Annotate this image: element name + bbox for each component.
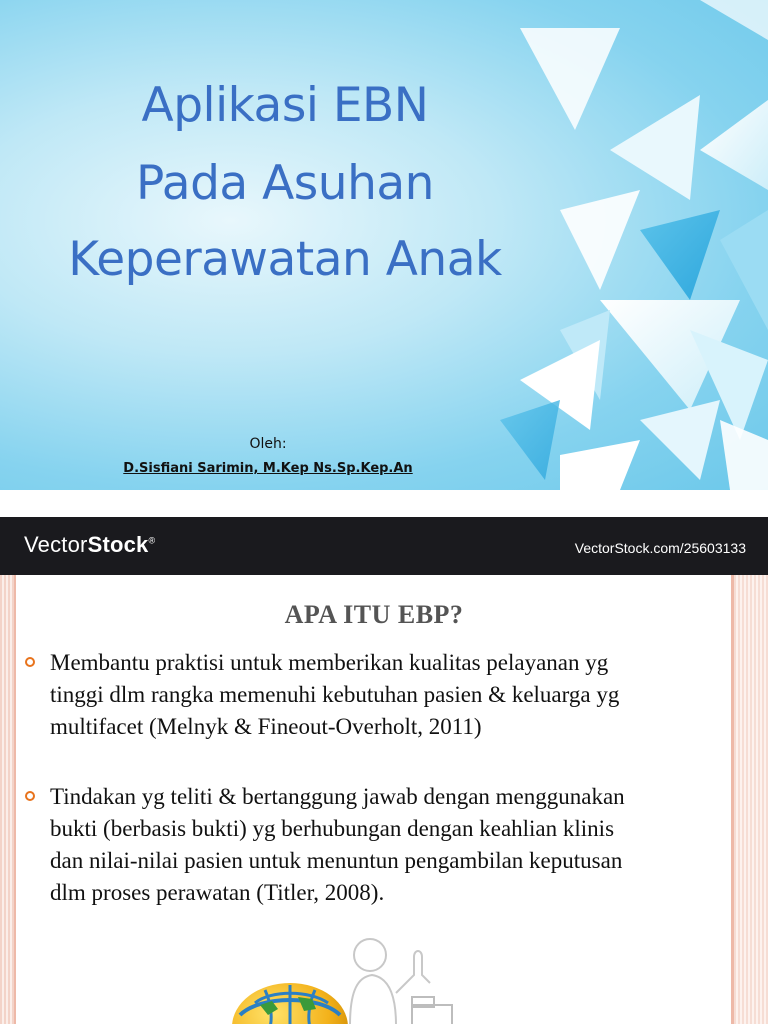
watermark-bar	[0, 517, 768, 575]
bullet-item	[50, 781, 730, 909]
slide-title-line-2: Pada Asuhan	[136, 156, 434, 211]
title-slide	[0, 0, 768, 490]
bullet-line: dan nilai-nilai pasien untuk menuntun pengambilan keputusan	[50, 848, 623, 873]
bullet-ring-icon	[25, 657, 35, 667]
bullet-item	[50, 647, 730, 743]
vectorstock-logo	[24, 532, 155, 558]
watermark-url: VectorStock.com/25603133	[574, 540, 746, 556]
globe-person-clipart-icon	[200, 935, 460, 1024]
logo-text-light: Vector	[24, 532, 88, 557]
bullet-line: multifacet (Melnyk & Fineout-Overholt, 2011)	[50, 714, 482, 739]
registered-mark: ®	[148, 535, 156, 546]
slide-title: APA ITU EBP?	[284, 600, 464, 629]
right-border-decoration	[734, 575, 768, 1024]
bullet-line: Tindakan yg teliti & bertanggung jawab dengan menggunakan	[50, 784, 625, 809]
byline-label: Oleh:	[249, 436, 287, 452]
slide-title-line-3: Keperawatan Anak	[68, 232, 502, 287]
logo-text-bold: Stock	[87, 532, 149, 557]
bullet-line: tinggi dlm rangka memenuhi kebutuhan pasien & keluarga yg	[50, 682, 620, 707]
slide-title-line-1: Aplikasi EBN	[141, 78, 429, 133]
bullet-line: bukti (berbasis bukti) yg berhubungan dengan keahlian klinis	[50, 816, 615, 841]
bullet-line: dlm proses perawatan (Titler, 2008).	[50, 880, 385, 905]
left-border-decoration	[0, 575, 14, 1024]
content-slide	[0, 575, 768, 1024]
bullet-line: Membantu praktisi untuk memberikan kualitas pelayanan yg	[50, 650, 609, 675]
bullet-ring-icon	[25, 791, 35, 801]
author-name: D.Sisfiani Sarimin, M.Kep Ns.Sp.Kep.An	[123, 461, 413, 476]
